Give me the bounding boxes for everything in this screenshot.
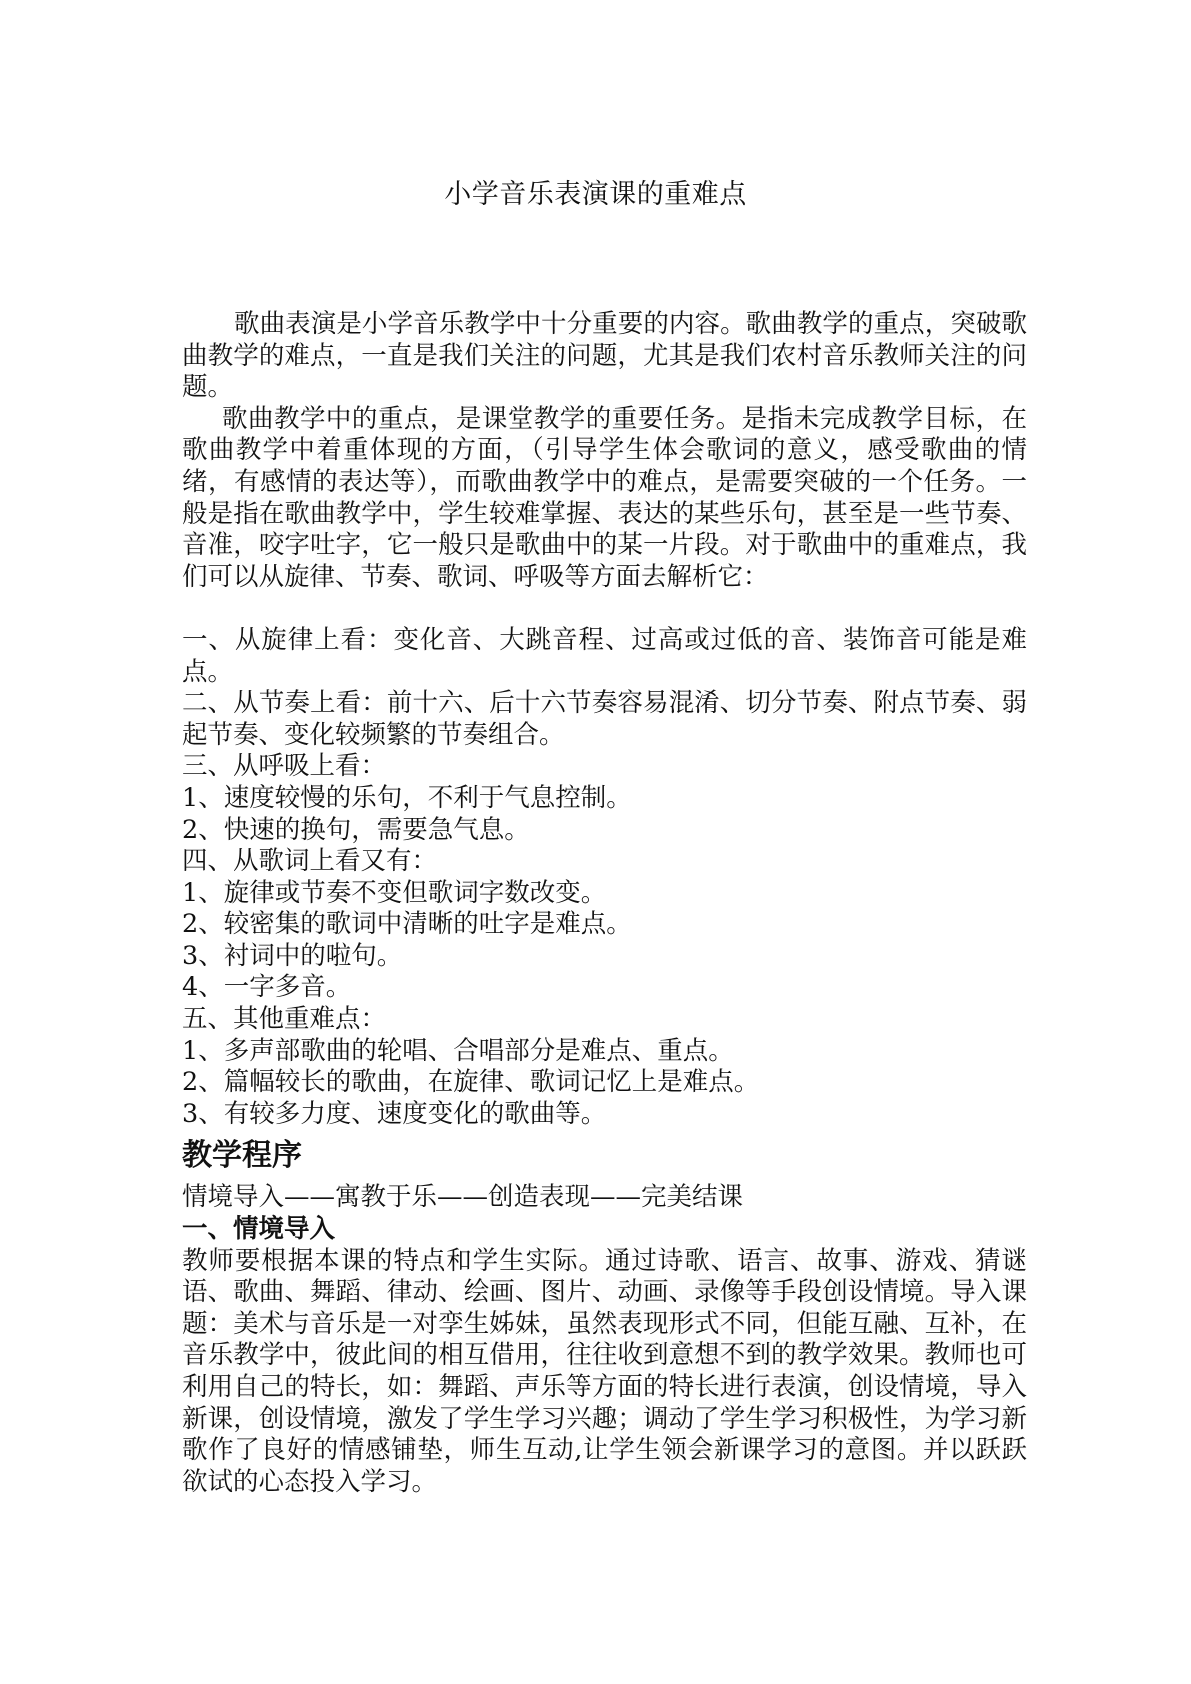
point-other-item-1: 1、多声部歌曲的轮唱、合唱部分是难点、重点。 (182, 1035, 734, 1066)
intro-paragraph-2: 歌曲教学中的重点，是课堂教学的重要任务。是指未完成教学目标，在歌曲教学中着重体现的方面，（引导学生体会歌词的意义，感受歌曲的情绪，有感情的表达等），而歌曲教学中的难点，是需要突破的一个任务。一般是指在歌曲教学中，学生较难掌握、表达的某些乐句，甚至是一些节奏、音准，咬字吐字，它一般只是歌曲中的某一片段。对于歌曲中的重难点，我们可以从旋律、节奏、歌词、呼吸等方面去解析它： (182, 403, 1027, 592)
document-title: 小学音乐表演课的重难点 (444, 179, 747, 210)
point-melody: 一、从旋律上看：变化音、大跳音程、过高或过低的音、装饰音可能是难点。 (182, 624, 1027, 687)
point-lyrics-item-4: 4、一字多音。 (182, 972, 352, 1003)
paragraph-gap (182, 593, 1027, 625)
point-other-item-3: 3、有较多力度、速度变化的歌曲等。 (182, 1098, 607, 1129)
point-breath-item-1: 1、速度较慢的乐句，不利于气息控制。 (182, 782, 632, 813)
point-breath-heading: 三、从呼吸上看： (182, 751, 387, 782)
point-other-heading: 五、其他重难点： (182, 1004, 387, 1035)
intro-paragraph-1: 歌曲表演是小学音乐教学中十分重要的内容。歌曲教学的重点，突破歌曲教学的难点，一直是我们关注的问题，尤其是我们农村音乐教师关注的问题。 (182, 309, 1027, 403)
procedure-heading: 教学程序 (182, 1138, 302, 1174)
step1-heading: 一、情境导入 (182, 1214, 336, 1245)
step1-paragraph: 教师要根据本课的特点和学生实际。通过诗歌、语言、故事、游戏、猜谜语、歌曲、舞蹈、律动、绘画、图片、动画、录像等手段创设情境。导入课题：美术与音乐是一对孪生姊妹，虽然表现形式不同，但能互融、互补，在音乐教学中，彼此间的相互借用，往往收到意想不到的教学效果。教师也可利用自己的特长，如：舞蹈、声乐等方面的特长进行表演，创设情境，导入新课，创设情境，激发了学生学习兴趣；调动了学生学习积极性，为学习新歌作了良好的情感铺垫，师生互动,让学生领会新课学习的意图。并以跃跃欲试的心态投入学习。 (182, 1245, 1027, 1497)
point-lyrics-heading: 四、从歌词上看又有： (182, 846, 438, 877)
document-body (182, 309, 1027, 1498)
point-lyrics-item-1: 1、旋律或节奏不变但歌词字数改变。 (182, 877, 607, 908)
point-lyrics-item-2: 2、较密集的歌词中清晰的吐字是难点。 (182, 909, 632, 940)
point-other-item-2: 2、篇幅较长的歌曲，在旋律、歌词记忆上是难点。 (182, 1067, 760, 1098)
point-rhythm: 二、从节奏上看：前十六、后十六节奏容易混淆、切分节奏、附点节奏、弱起节奏、变化较频繁的节奏组合。 (182, 688, 1027, 750)
point-breath-item-2: 2、快速的换句，需要急气息。 (182, 814, 530, 845)
point-lyrics-item-3: 3、衬词中的啦句。 (182, 940, 403, 971)
procedure-flow: 情境导入——寓教于乐——创造表现——完美结课 (182, 1182, 744, 1213)
